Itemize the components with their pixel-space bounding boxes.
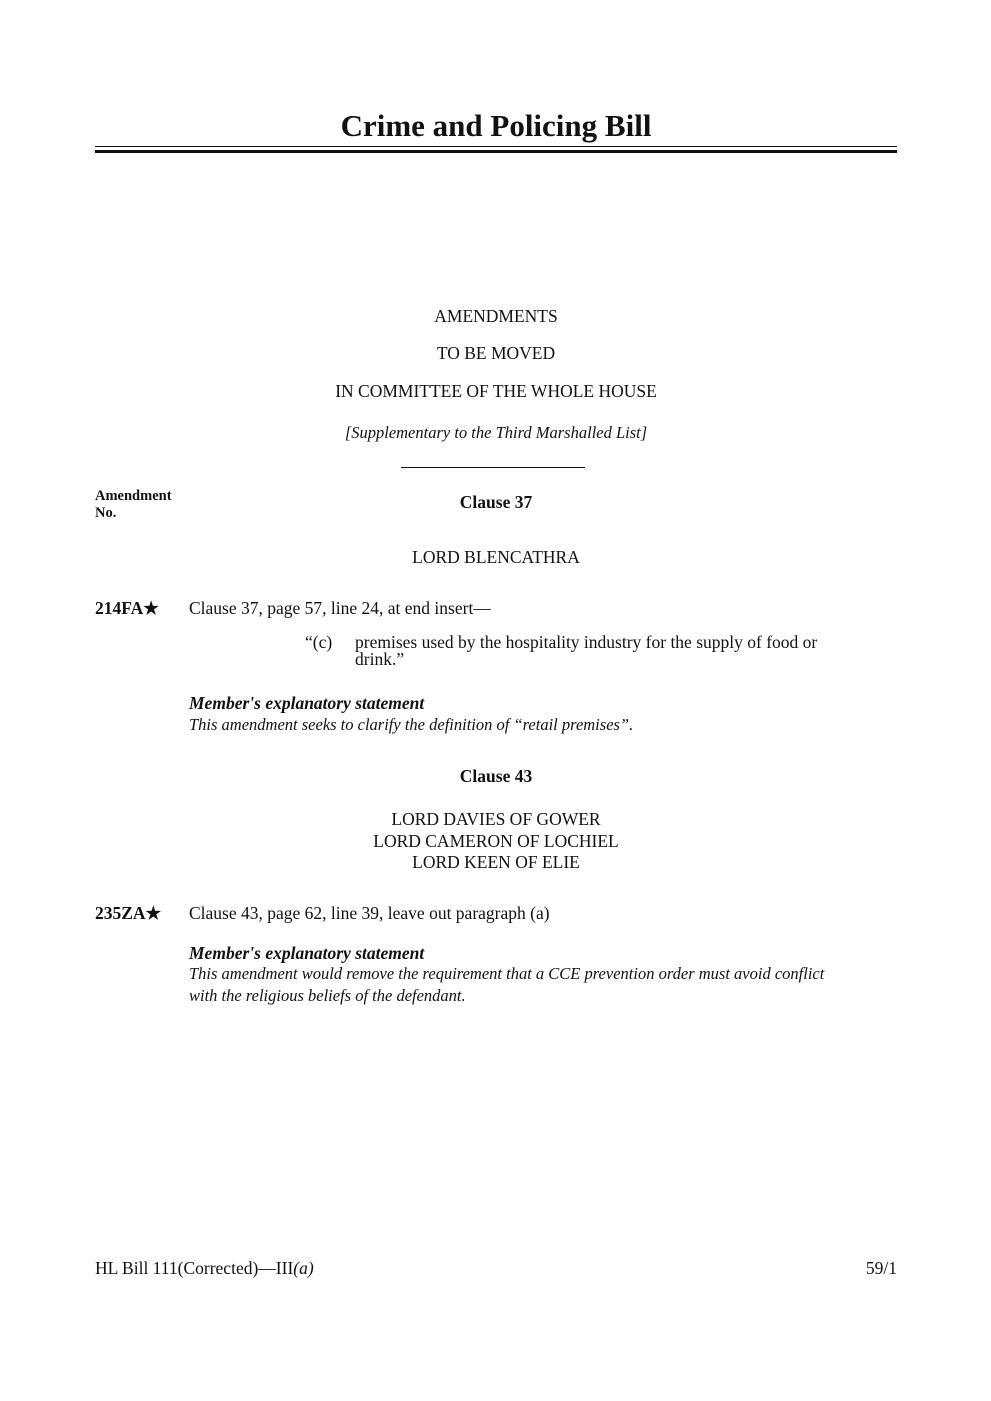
insert-text-line1: premises used by the hospitality industry for the supply of food or [355, 632, 818, 652]
amendment-text: Clause 37, page 57, line 24, at end insert— [189, 598, 491, 618]
member-name: LORD BLENCATHRA [412, 547, 580, 567]
amendment-number: 214FA★ [95, 598, 159, 618]
heading-subtitle: [Supplementary to the Third Marshalled List] [344, 423, 648, 442]
explanatory-statement-heading: Member's explanatory statement [189, 693, 425, 713]
clause-heading: Clause 37 [459, 492, 533, 512]
title-rule-thick [95, 150, 897, 153]
amendment-no-label-line2: No. [95, 505, 117, 521]
explanatory-statement-text: This amendment would remove the requirement that a CCE prevention order must avoid conflict [189, 964, 825, 983]
footer-bill-ref-suffix: (a) [293, 1258, 314, 1278]
insert-label: “(c) [305, 632, 333, 652]
footer-bill-reference [95, 1258, 314, 1278]
member-name: LORD CAMERON OF LOCHIEL [373, 831, 619, 851]
document-title: Crime and Policing Bill [340, 108, 652, 143]
insert-text-line2: drink.” [355, 649, 405, 669]
explanatory-statement-text: This amendment seeks to clarify the definition of “retail premises”. [189, 715, 634, 734]
clause-heading: Clause 43 [459, 766, 533, 786]
amendment-text: Clause 43, page 62, line 39, leave out paragraph (a) [189, 903, 550, 923]
explanatory-statement-heading: Member's explanatory statement [189, 943, 425, 963]
amendment-no-label-line1: Amendment [95, 488, 172, 504]
member-name: LORD KEEN OF ELIE [412, 852, 580, 872]
title-rule-thin [95, 146, 897, 147]
heading-line-3: IN COMMITTEE OF THE WHOLE HOUSE [335, 381, 657, 401]
footer-page-number: 59/1 [865, 1258, 897, 1278]
heading-line-1: AMENDMENTS [434, 306, 558, 326]
explanatory-statement-text: with the religious beliefs of the defendant. [189, 986, 466, 1005]
footer-bill-ref-text: HL Bill 111(Corrected)—III [95, 1258, 294, 1278]
heading-rule [401, 467, 585, 468]
heading-line-2: TO BE MOVED [436, 343, 556, 363]
member-name: LORD DAVIES OF GOWER [391, 809, 601, 829]
amendment-number: 235ZA★ [95, 903, 162, 923]
